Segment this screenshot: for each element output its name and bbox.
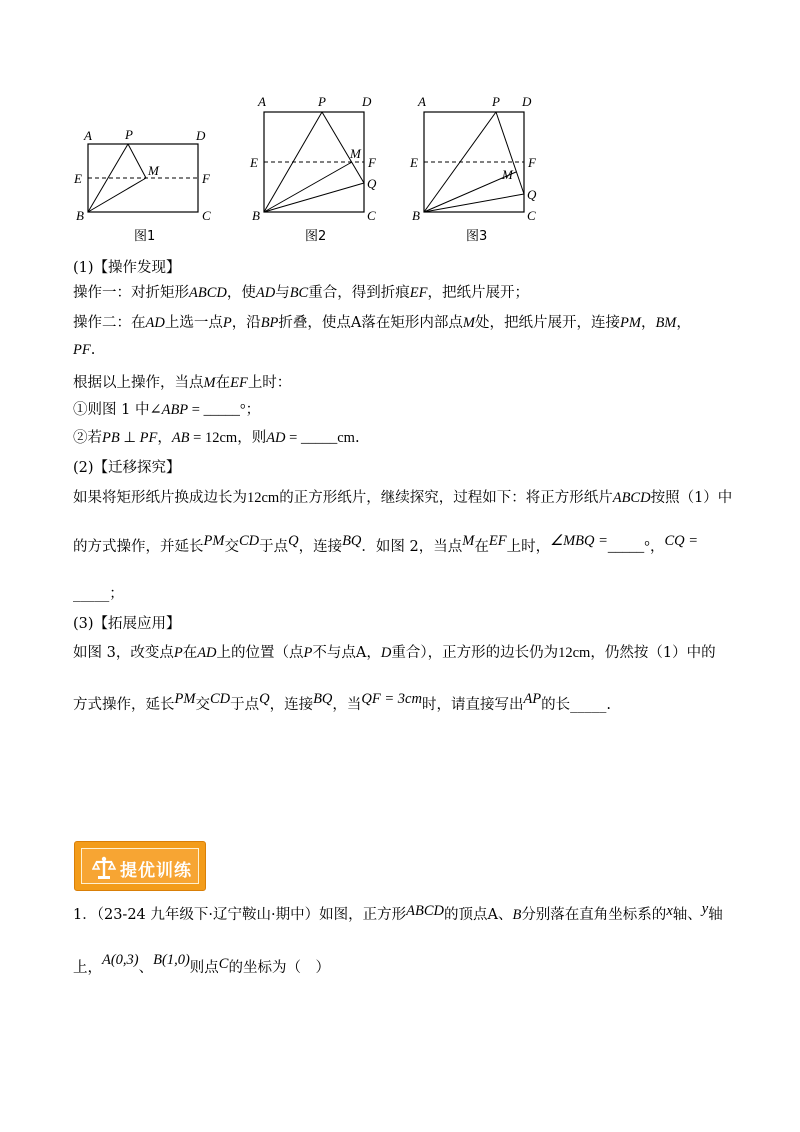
var-x: x: [666, 903, 673, 919]
part1-operation-2-cont: [73, 340, 95, 360]
text: 不与点A，: [312, 645, 381, 661]
fig1-caption: 图1: [134, 229, 156, 244]
text: ，: [640, 315, 656, 331]
var-pf: PF: [73, 342, 91, 358]
text: 时，请直接写出: [421, 697, 524, 713]
text: 在: [474, 539, 489, 555]
text: 操作二：在: [73, 315, 146, 331]
var-ef: EF: [409, 285, 428, 301]
text: 于点: [259, 539, 289, 555]
scale-icon: [92, 855, 116, 885]
text: 、: [138, 960, 154, 976]
var-abcd: ABCD: [406, 903, 444, 919]
text: ．如图 2，当点: [361, 539, 463, 555]
text: 交: [224, 539, 239, 555]
text: 折叠，使点A落在矩形内部点: [278, 315, 463, 331]
var-abp: ABP: [161, 402, 189, 418]
text: 上，: [73, 960, 102, 976]
text: 重合），正方形的边长仍为: [391, 645, 559, 661]
part1-operation-2: [73, 313, 691, 333]
question-1-line-1: [73, 901, 723, 925]
part1-operation-1: [73, 283, 529, 303]
fig3-label-b: B: [412, 208, 420, 223]
part1-question-1: [73, 400, 260, 420]
part2-heading: (2)【迁移探究】: [73, 460, 181, 476]
var-c: C: [218, 956, 229, 972]
var-bq: BQ: [342, 533, 362, 549]
fig1-label-f: F: [202, 171, 210, 186]
text: 则点: [189, 960, 219, 976]
var-bp: BP: [260, 315, 279, 331]
text: 上时，: [506, 539, 551, 555]
fig2-caption: 图2: [305, 229, 327, 244]
var-q: Q: [288, 533, 299, 549]
var-ad: AD: [197, 645, 217, 661]
text: 的坐标为（ ）: [228, 960, 330, 976]
var-pm: PM: [620, 315, 641, 331]
var-qf: QF = 3cm: [361, 691, 422, 707]
part1-heading: (1)【操作发现】: [73, 260, 181, 276]
text: 在: [215, 375, 231, 391]
text: 按照（1）中: [650, 490, 733, 506]
fig1-label-c: C: [202, 208, 211, 223]
answer-blank: = _____cm: [285, 430, 355, 446]
text: 交: [195, 697, 210, 713]
text: 操作一：对折矩形: [73, 285, 189, 301]
text: ，仍然按（1）中的: [590, 645, 716, 661]
var-cq: CQ =: [664, 533, 699, 549]
var-cd: CD: [238, 533, 260, 549]
fig3-label-e: E: [410, 155, 418, 170]
text: .: [354, 430, 360, 446]
fig3-label-m: M: [502, 167, 513, 182]
var-m: M: [462, 533, 475, 549]
fig3-label-a: A: [418, 94, 426, 109]
part1-condition: [73, 373, 291, 393]
text: 处，把纸片展开，连接: [475, 315, 620, 331]
geometry-figures: [70, 88, 550, 248]
figure-2: [249, 94, 377, 244]
point-a: A(0,3): [102, 952, 139, 968]
var-p: P: [303, 645, 313, 661]
var-pm: PM: [203, 533, 225, 549]
var-abcd: ABCD: [189, 285, 227, 301]
text: 方式操作，延长: [73, 697, 175, 713]
answer-blank: = _____°；: [188, 402, 261, 418]
part2-line-3: _____；: [73, 586, 124, 602]
var-d: D: [380, 645, 392, 661]
var-p: P: [173, 645, 183, 661]
text: ，连接: [298, 539, 343, 555]
var-abcd: ABCD: [612, 490, 651, 506]
var-pb: PB: [102, 430, 120, 446]
var-pm: PM: [174, 691, 196, 707]
banner-inner: [81, 848, 199, 884]
fig1-label-e: E: [74, 171, 82, 186]
section-banner: [74, 841, 206, 891]
var-bc: BC: [289, 285, 309, 301]
fig2-label-p: P: [318, 94, 326, 109]
part3-heading: (3)【拓展应用】: [73, 616, 181, 632]
text: 的长_____.: [541, 697, 612, 713]
text: ，连接: [269, 697, 314, 713]
text: ，: [676, 315, 691, 331]
var-ab: AB: [171, 430, 190, 446]
text: ②若: [73, 430, 102, 446]
text: 上的位置（点: [216, 645, 304, 661]
var-b: B: [512, 907, 522, 923]
fig2-label-f: F: [368, 155, 376, 170]
fig1-label-m: M: [148, 163, 159, 178]
part3-line-1: [73, 643, 716, 663]
text: ，: [157, 430, 172, 446]
value-12cm: 12cm: [247, 490, 280, 506]
answer-blank: _____°，: [607, 539, 665, 555]
fig3-label-d: D: [522, 94, 532, 109]
var-bq: BQ: [313, 691, 333, 707]
figure-3: [409, 94, 537, 244]
text: .: [90, 342, 96, 358]
var-ef: EF: [230, 375, 248, 391]
part2-line-1: [73, 488, 732, 508]
fig2-label-q: Q: [367, 176, 377, 191]
var-p: P: [222, 315, 232, 331]
fig3-label-f: F: [528, 155, 536, 170]
fig2-label-e: E: [250, 155, 258, 170]
text: 的正方形纸片，继续探究，过程如下：将正方形纸片: [279, 490, 613, 506]
text: 于点: [230, 697, 260, 713]
var-ap: AP: [523, 691, 542, 707]
text: ，则: [237, 430, 267, 446]
text: 重合，得到折痕: [308, 285, 410, 301]
text: ，当: [332, 697, 362, 713]
fig1-label-a: A: [84, 128, 92, 143]
text: ，把纸片展开；: [427, 285, 529, 301]
fig2-label-m: M: [350, 146, 361, 161]
var-ad: AD: [255, 285, 276, 301]
text: ，使: [226, 285, 256, 301]
figures-row: [70, 88, 550, 248]
fig1-label-b: B: [76, 208, 84, 223]
fig3-caption: 图3: [466, 229, 488, 244]
var-ad: AD: [145, 315, 165, 331]
perp-symbol: ⊥: [119, 430, 140, 446]
banner-label: 提优训练: [120, 861, 192, 881]
fig2-label-c: C: [367, 208, 376, 223]
var-cd: CD: [209, 691, 231, 707]
fig2-label-b: B: [252, 208, 260, 223]
text: 的顶点A、: [443, 907, 513, 923]
text: 轴、: [672, 907, 702, 923]
fig1-label-p: P: [125, 127, 133, 142]
part2-line-2: [73, 533, 699, 557]
text: 上选一点: [164, 315, 223, 331]
angle-mbq: ∠MBQ =: [550, 533, 608, 549]
fig3-label-p: P: [492, 94, 500, 109]
part1-question-2: [73, 428, 360, 448]
var-q: Q: [259, 691, 270, 707]
text: 1．（23-24 九年级下·辽宁鞍山·期中）如图，正方形: [73, 907, 407, 923]
fig3-label-c: C: [527, 208, 536, 223]
text: 与: [275, 285, 290, 301]
figure-1: [73, 127, 211, 244]
fig1-label-d: D: [196, 128, 206, 143]
question-1-line-2: [73, 952, 330, 978]
fig2-label-d: D: [362, 94, 372, 109]
text: 如图 3，改变点: [73, 645, 174, 661]
text: 如果将矩形纸片换成边长为: [73, 490, 247, 506]
text: 上时：: [247, 375, 292, 391]
text: 在: [182, 645, 198, 661]
value: = 12cm: [189, 430, 238, 446]
text: 分别落在直角坐标系的: [521, 907, 667, 923]
var-y: y: [701, 901, 709, 917]
value-12cm: 12cm: [558, 645, 591, 661]
part3-line-2: [73, 691, 612, 715]
text: 的方式操作，并延长: [73, 539, 204, 555]
var-pf: PF: [139, 430, 158, 446]
var-m: M: [462, 315, 475, 331]
fig2-label-a: A: [258, 94, 266, 109]
var-m: M: [203, 375, 216, 391]
var-ef: EF: [488, 533, 507, 549]
point-b: B(1,0): [153, 952, 190, 968]
text: ①则图 1 中∠: [73, 402, 162, 418]
text: 轴: [708, 907, 723, 923]
text: 根据以上操作，当点: [73, 375, 204, 391]
fig3-label-q: Q: [527, 187, 537, 202]
var-bm: BM: [655, 315, 677, 331]
text: ，沿: [231, 315, 261, 331]
var-ad: AD: [266, 430, 286, 446]
